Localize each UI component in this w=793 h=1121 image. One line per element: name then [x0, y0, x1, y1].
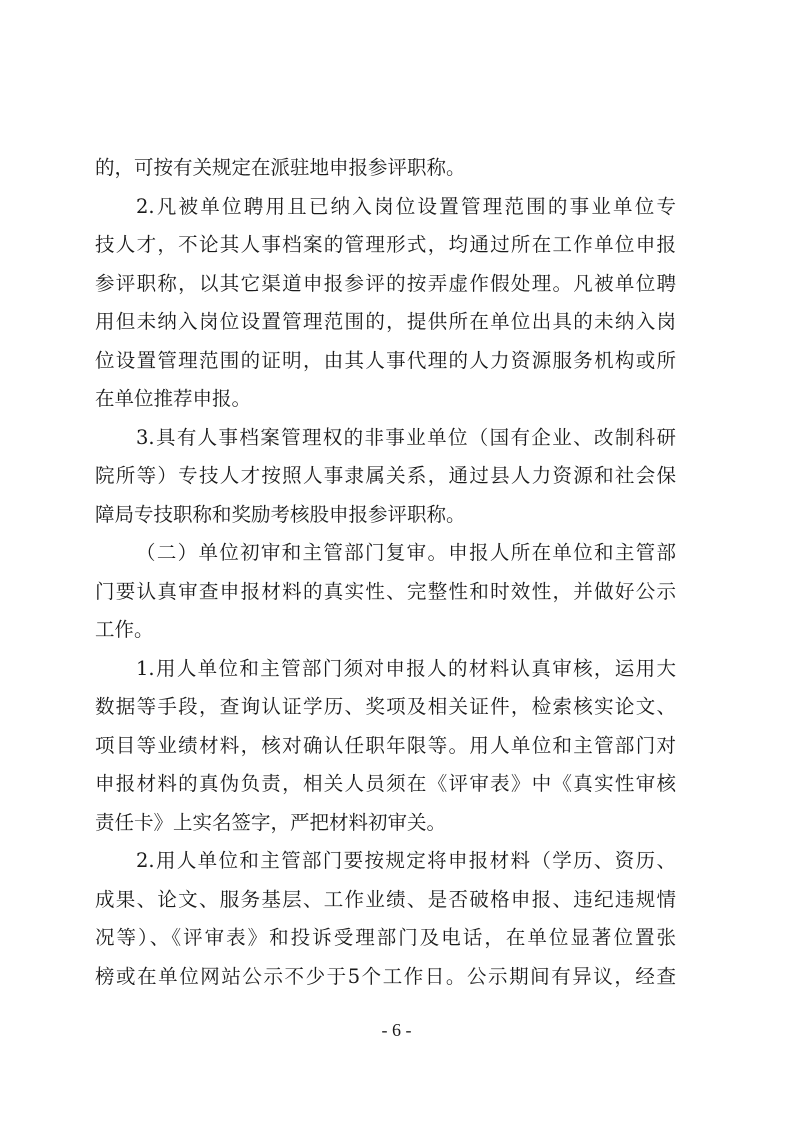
- text-line: 成果、论文、服务基层、工作业绩、是否破格申报、违纪违规情: [95, 887, 676, 911]
- text-line: 责任卡》上实名签字，严把材料初审关。: [95, 810, 447, 834]
- text-line: 3.具有人事档案管理权的非事业单位（国有企业、改制科研: [136, 425, 676, 449]
- text-line: 参评职称，以其它渠道申报参评的按弄虚作假处理。凡被单位聘: [95, 271, 676, 295]
- text-line: 项目等业绩材料，核对确认任职年限等。用人单位和主管部门对: [95, 733, 676, 757]
- text-line: 榜或在单位网站公示不少于5个工作日。公示期间有异议，经查: [95, 964, 676, 988]
- text-line: 在单位推荐申报。: [95, 387, 252, 410]
- text-line: 院所等）专技人才按照人事隶属关系，通过县人力资源和社会保: [95, 464, 676, 487]
- text-line: （二）单位初审和主管部门复审。申报人所在单位和主管部: [136, 541, 676, 564]
- text-line: 申报材料的真伪负责，相关人员须在《评审表》中《真实性审核: [95, 772, 676, 795]
- text-line: 2.用人单位和主管部门要按规定将申报材料（学历、资历、: [136, 849, 676, 872]
- text-line: 用但未纳入岗位设置管理范围的，提供所在单位出具的未纳入岗: [95, 310, 676, 333]
- text-line: 门要认真审查申报材料的真实性、完整性和时效性，并做好公示: [95, 579, 676, 603]
- text-line: 1.用人单位和主管部门须对申报人的材料认真审核，运用大: [136, 656, 676, 680]
- text-line: 数据等手段，查询认证学历、奖项及相关证件，检索核实论文、: [95, 695, 676, 718]
- text-line: 障局专技职称和奖励考核股申报参评职称。: [95, 502, 466, 526]
- text-line: 况等）、《评审表》和投诉受理部门及电话，在单位显著位置张: [95, 926, 676, 949]
- page-number: - 6 -: [381, 1020, 412, 1040]
- text-line: 工作。: [95, 618, 154, 641]
- text-line: 位设置管理范围的证明，由其人事代理的人力资源服务机构或所: [95, 348, 676, 372]
- text-line: 的，可按有关规定在派驻地申报参评职称。: [95, 156, 466, 179]
- document-body: [95, 149, 676, 996]
- text-line: 技人才，不论其人事档案的管理形式，均通过所在工作单位申报: [95, 233, 676, 256]
- text-line: 2.凡被单位聘用且已纳入岗位设置管理范围的事业单位专: [136, 194, 676, 218]
